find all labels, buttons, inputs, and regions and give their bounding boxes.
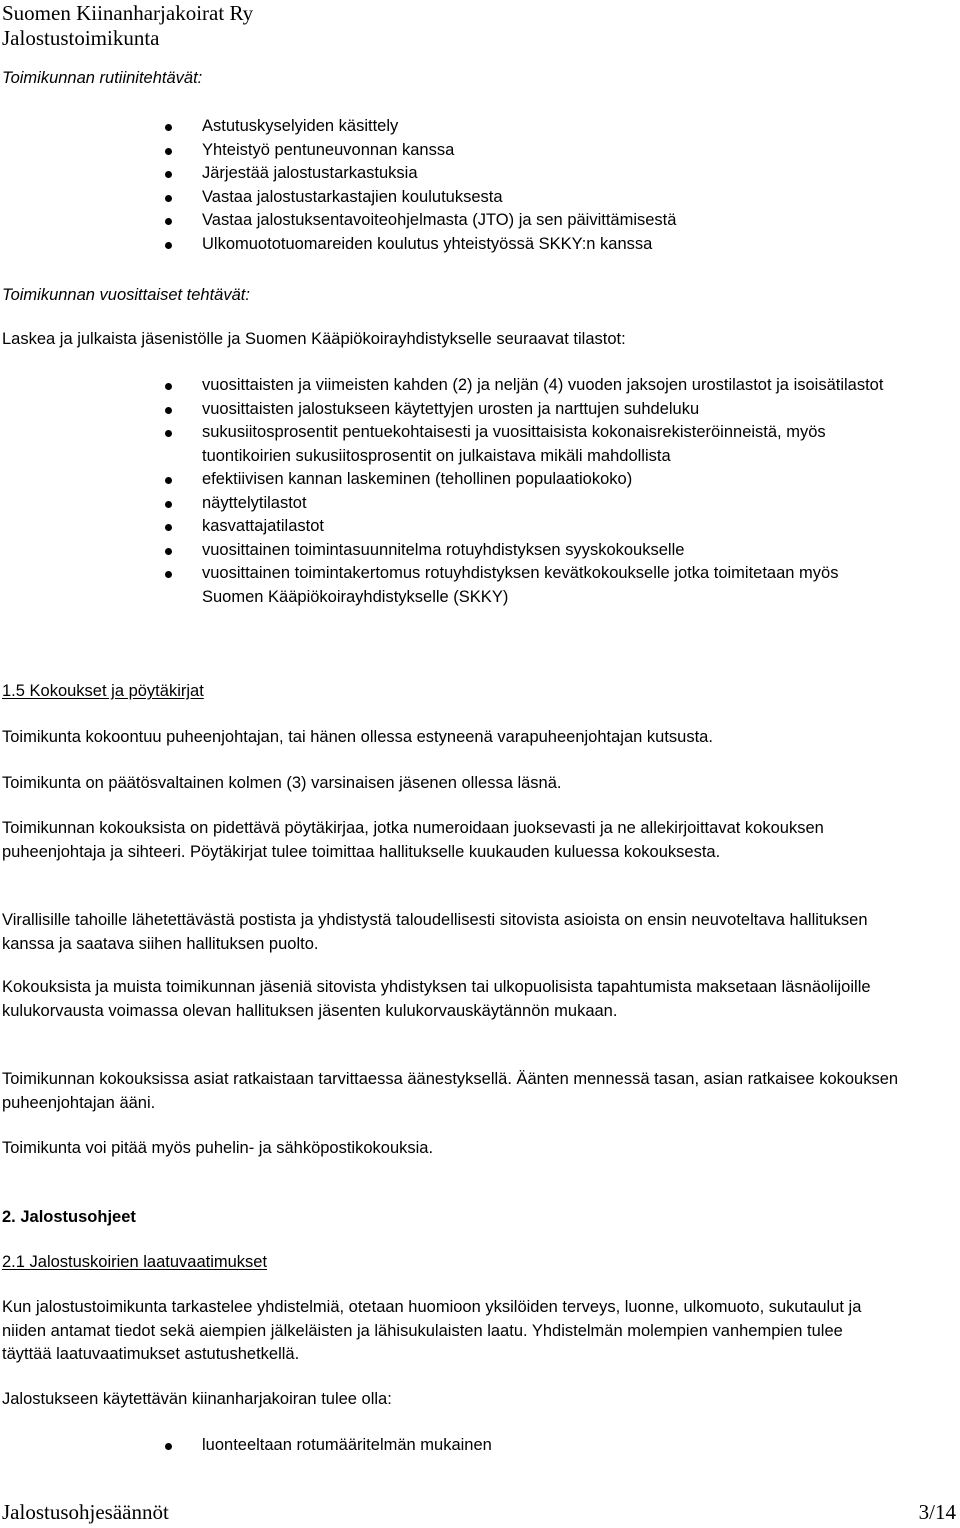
meetings-paragraph: Toimikunta kokoontuu puheenjohtajan, tai hänen ollessa estyneenä varapuheenjohtajan kutsusta. xyxy=(2,728,713,746)
list-item: kasvattajatilastot xyxy=(165,515,902,539)
bullet-icon xyxy=(165,383,172,390)
bullet-icon xyxy=(165,501,172,508)
meetings-paragraph: Toimikunnan kokouksista on pidettävä pöytäkirjaa, jotka numeroidaan juoksevasti ja ne allekirjoittavat kokouksen puheenjohtaja ja sihteeri. Pöytäkirjat tulee toimittaa hallitukselle kuukauden kuluessa kokouksesta. xyxy=(2,819,824,861)
list-item: sukusiitosprosentit pentuekohtaisesti ja vuosittaisista kokonaisrekisteröinneistä, myös tuontikoirien sukusiitosprosentit on julkaistava mikäli mahdollista xyxy=(165,421,902,468)
list-item: luonteeltaan rotumääritelmän mukainen xyxy=(165,1434,902,1458)
bullet-icon xyxy=(165,148,172,155)
requirement-list xyxy=(165,1434,902,1458)
routine-list xyxy=(165,115,925,256)
list-item: vuosittainen toimintakertomus rotuyhdistyksen kevätkokoukselle jotka toimitetaan myös Suomen Kääpiökoirayhdistykselle (SKKY) xyxy=(165,562,902,609)
bullet-icon xyxy=(165,124,172,131)
bullet-icon xyxy=(165,430,172,437)
requirement-intro: Jalostukseen käytettävän kiinanharjakoiran tulee olla: xyxy=(2,1390,392,1408)
meetings-paragraph: Virallisille tahoille lähetettävästä postista ja yhdistystä taloudellisesti sitovista asioista on ensin neuvoteltava hallituksen kanssa ja saatava siihen hallituksen puolto. xyxy=(2,911,868,953)
meetings-paragraph: Toimikunnan kokouksissa asiat ratkaistaan tarvittaessa äänestyksellä. Äänten mennessä tasan, asian ratkaisee kokouksen puheenjohtajan ääni. xyxy=(2,1070,899,1112)
footer-document-name: Jalostusohjesäännöt xyxy=(2,1500,169,1524)
meetings-paragraph: Toimikunta voi pitää myös puhelin- ja sähköpostikokouksia. xyxy=(2,1139,434,1157)
annual-heading: Toimikunnan vuosittaiset tehtävät: xyxy=(2,286,250,304)
routine-heading: Toimikunnan rutiinitehtävät: xyxy=(2,69,203,87)
bullet-icon xyxy=(165,1443,172,1450)
list-item: vuosittainen toimintasuunnitelma rotuyhdistyksen syyskokoukselle xyxy=(165,539,902,563)
list-item: Astutuskyselyiden käsittely xyxy=(165,115,925,139)
list-item: vuosittaisten ja viimeisten kahden (2) ja neljän (4) vuoden jaksojen urostilastot ja isoisätilastot xyxy=(165,374,902,398)
guidelines-subheading: 2.1 Jalostuskoirien laatuvaatimukset xyxy=(2,1253,268,1271)
list-item: Ulkomuototuomareiden koulutus yhteistyössä SKKY:n kanssa xyxy=(165,233,925,257)
annual-intro: Laskea ja julkaista jäsenistölle ja Suomen Kääpiökoirayhdistykselle seuraavat tilastot: xyxy=(2,330,626,348)
bullet-icon xyxy=(165,171,172,178)
list-item: Järjestää jalostustarkastuksia xyxy=(165,162,925,186)
list-item: näyttelytilastot xyxy=(165,492,902,516)
meetings-paragraph: Kokouksista ja muista toimikunnan jäseniä sitovista yhdistyksen tai ulkopuolisista tapahtumista maksetaan läsnäolijoille kulukorvausta voimassa olevan hallituksen jäsenten kulukorvauskäytännön mukaan. xyxy=(2,978,871,1020)
annual-list xyxy=(165,374,902,609)
bullet-icon xyxy=(165,242,172,249)
bullet-icon xyxy=(165,571,172,578)
meetings-heading: 1.5 Kokoukset ja pöytäkirjat xyxy=(2,682,204,700)
list-item: Vastaa jalostustarkastajien koulutuksesta xyxy=(165,186,925,210)
bullet-icon xyxy=(165,548,172,555)
guidelines-heading: 2. Jalostusohjeet xyxy=(2,1208,136,1226)
bullet-icon xyxy=(165,195,172,202)
list-item: Vastaa jalostuksentavoiteohjelmasta (JTO) ja sen päivittämisestä xyxy=(165,209,925,233)
guidelines-paragraph: Kun jalostustoimikunta tarkastelee yhdistelmiä, otetaan huomioon yksilöiden terveys, luonne, ulkomuoto, sukutaulut ja niiden antamat tiedot sekä aiempien jälkeläisten ja lähisukulaisten laatu. Yhdistelmän molempien vanhempien tulee täyttää laatuvaatimukset astutushetkellä. xyxy=(2,1298,862,1363)
page-number: 3/14 xyxy=(918,1500,956,1524)
bullet-icon xyxy=(165,218,172,225)
organization-name: Suomen Kiinanharjakoirat Ry xyxy=(2,1,254,25)
bullet-icon xyxy=(165,524,172,531)
bullet-icon xyxy=(165,407,172,414)
list-item: Yhteistyö pentuneuvonnan kanssa xyxy=(165,139,925,163)
bullet-icon xyxy=(165,477,172,484)
list-item: efektiivisen kannan laskeminen (tehollinen populaatiokoko) xyxy=(165,468,902,492)
list-item: vuosittaisten jalostukseen käytettyjen urosten ja narttujen suhdeluku xyxy=(165,398,902,422)
meetings-paragraph: Toimikunta on päätösvaltainen kolmen (3) varsinaisen jäsenen ollessa läsnä. xyxy=(2,774,562,792)
committee-name: Jalostustoimikunta xyxy=(2,26,160,50)
